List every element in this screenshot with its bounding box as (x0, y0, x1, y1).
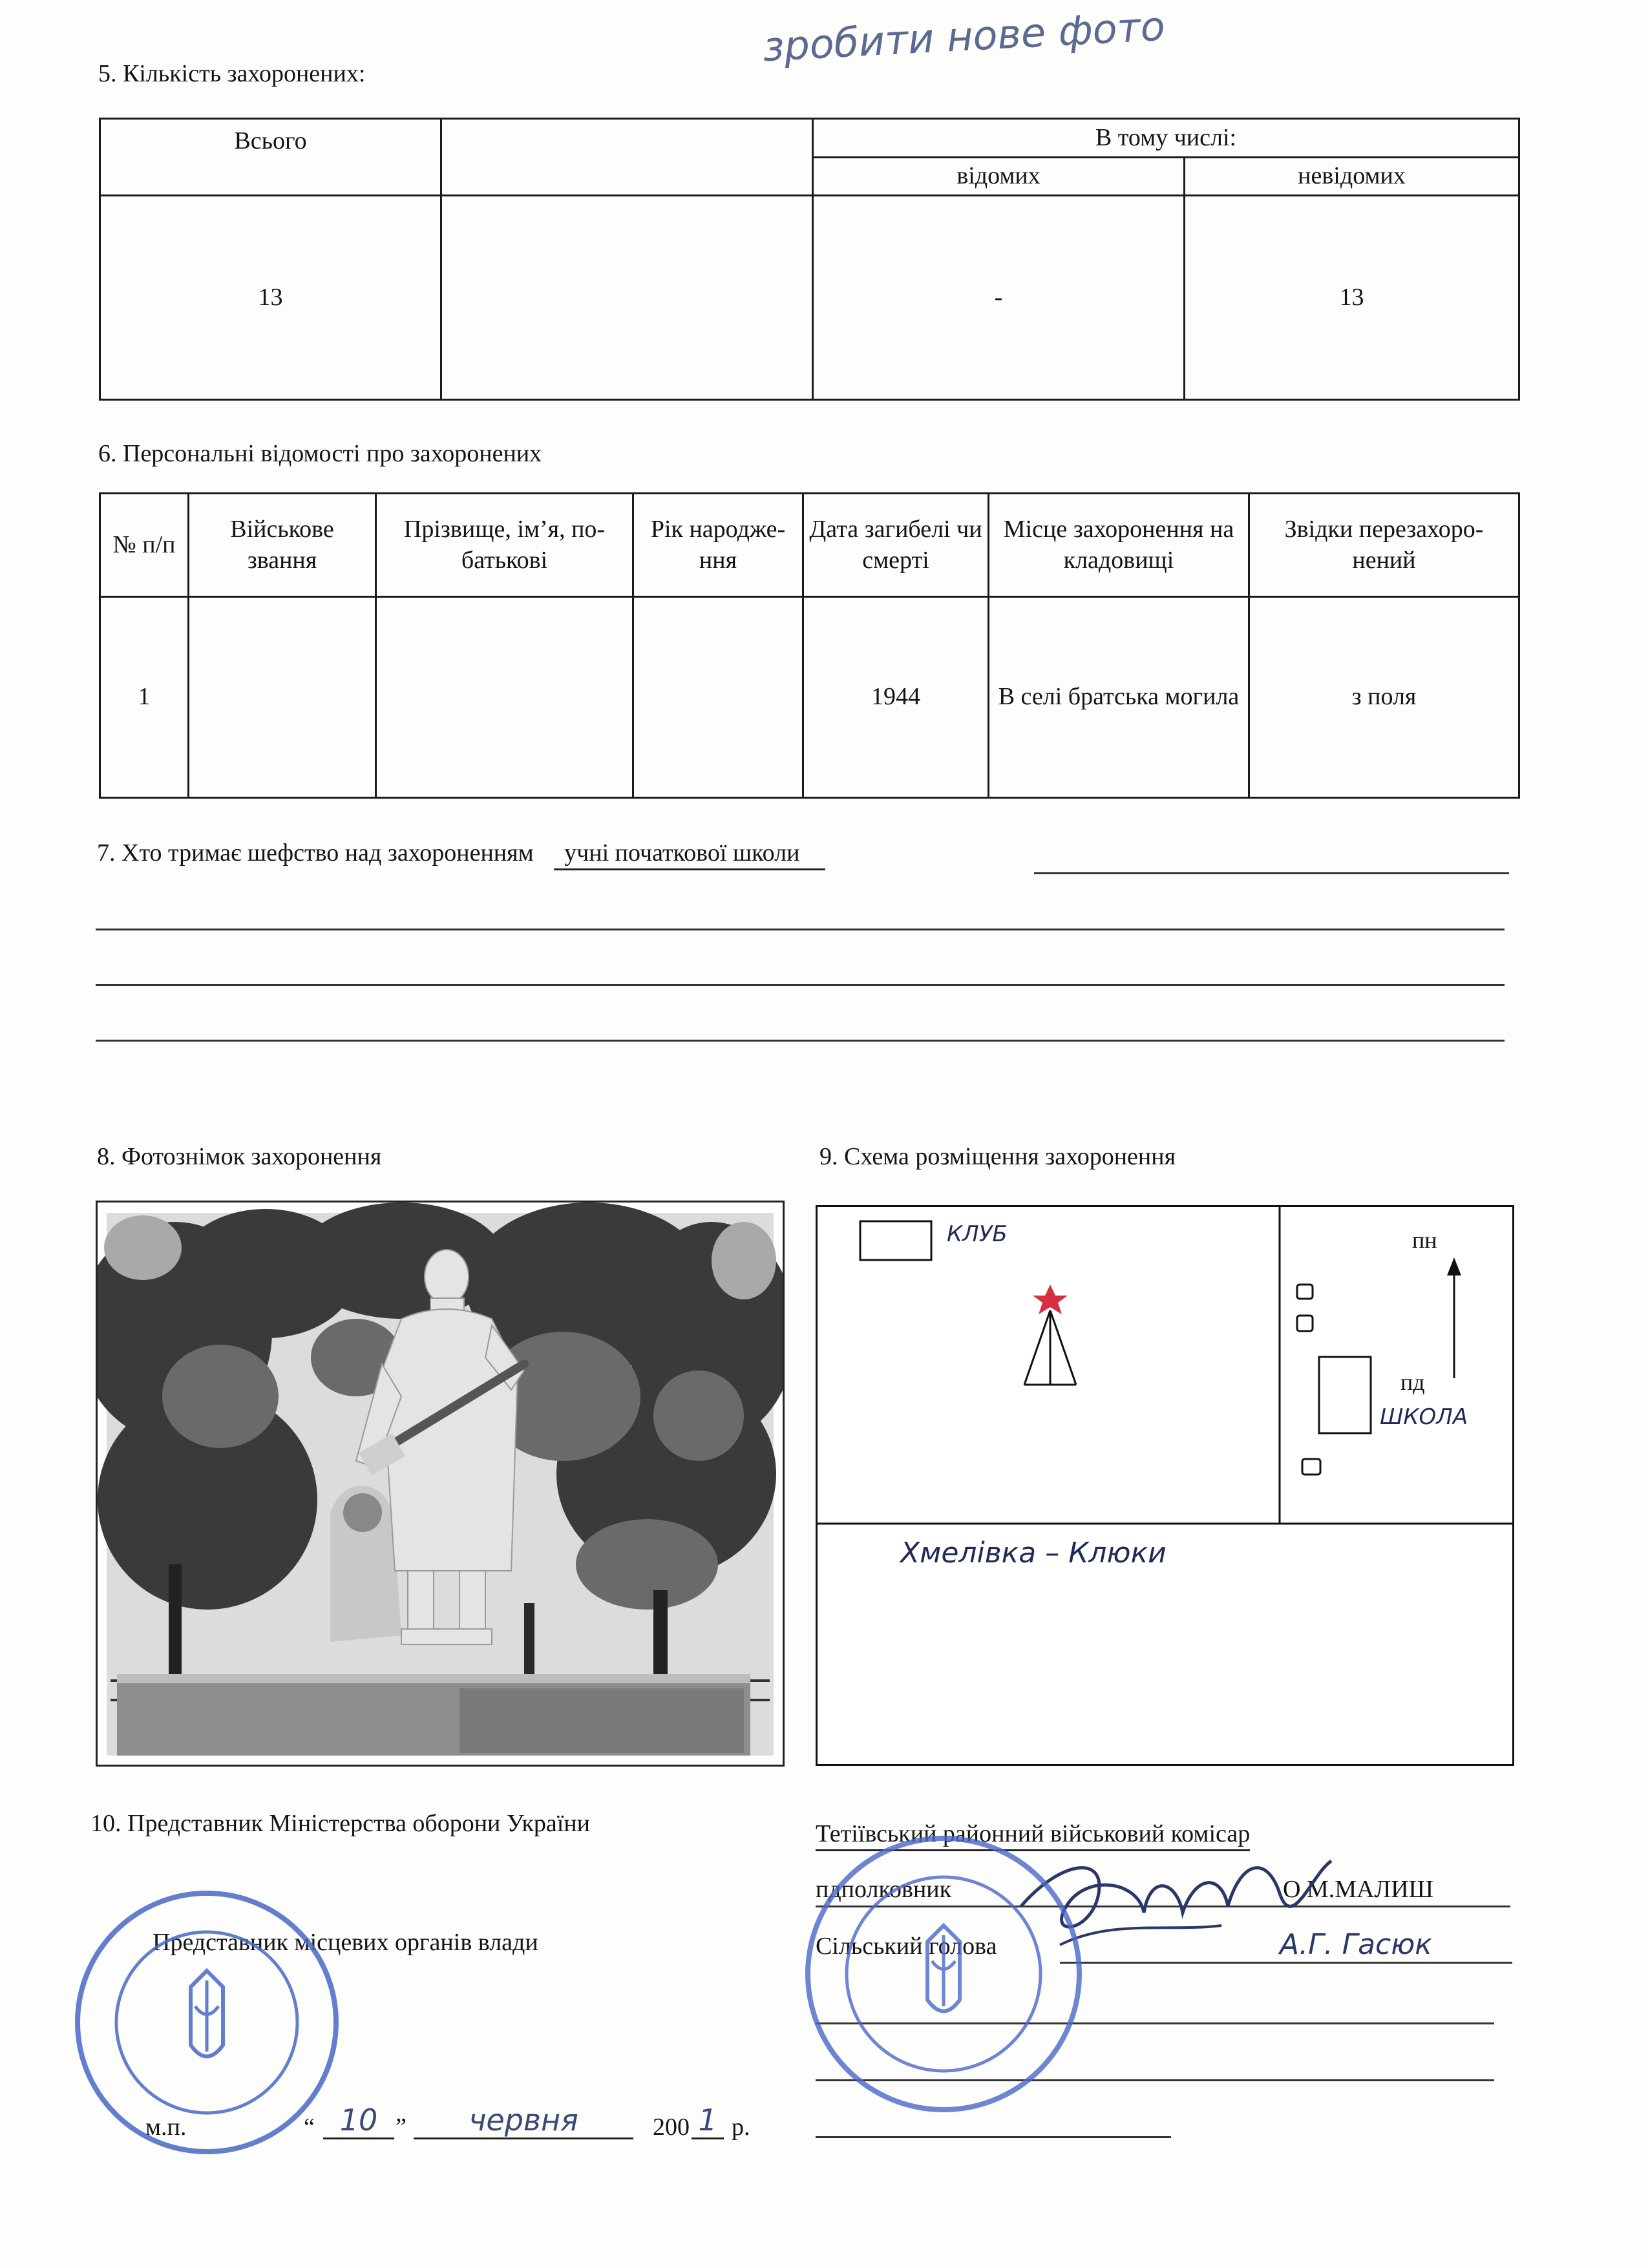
rank-label: пдполковник (816, 1876, 952, 1903)
personal-data-table (99, 492, 1520, 799)
value-unknown: 13 (1185, 195, 1519, 400)
date-close-quote: ” (396, 2114, 407, 2141)
date-month: червня (414, 2103, 633, 2139)
col-name: Прізвище, ім’я, по-батькові (376, 494, 633, 597)
club-building (860, 1221, 931, 1260)
col-rank: Військове звання (189, 494, 376, 597)
header-total: Всього (100, 119, 441, 196)
blank-line (816, 2136, 1171, 2138)
section6-title: 6. Персональні відомості про захоронених (98, 440, 542, 467)
north-arrow (1447, 1257, 1461, 1378)
value-known: - (813, 195, 1185, 400)
col-number: № п/п (100, 494, 189, 597)
blank-line (96, 1040, 1505, 1042)
road-label: Хмелівка – Клюки (900, 1537, 1167, 1570)
patron-value: учні початкової школи (554, 839, 825, 870)
header-unknown: невідомих (1185, 158, 1519, 196)
stamp-place-label: м.п. (145, 2114, 187, 2141)
scheme-diagram (818, 1207, 1512, 1764)
south-label: пд (1400, 1369, 1425, 1395)
table-row (100, 597, 1519, 798)
section8-title: 8. Фотознімок захоронення (97, 1143, 382, 1170)
village-council-stamp (58, 1874, 355, 2171)
memorial-photo-image (98, 1202, 783, 1765)
handwritten-note: зробити нове фото (761, 2, 1167, 71)
value-total: 13 (100, 195, 441, 400)
date-day: 10 (323, 2103, 394, 2139)
school-label: ШКОЛА (1380, 1404, 1468, 1430)
date-year-prefix: 200 (653, 2114, 690, 2141)
monument-symbol (1024, 1285, 1076, 1385)
section7-line (97, 839, 825, 870)
cell-number: 1 (100, 597, 189, 798)
cell-birth-year (633, 597, 803, 798)
head-name: А.Г. Гасюк (1280, 1928, 1432, 1961)
section9-title: 9. Схема розміщення захоронення (819, 1143, 1176, 1170)
blank-line (96, 929, 1505, 930)
memorial-photo (96, 1201, 785, 1767)
section10-title: 10. Представник Міністерства оборони України (90, 1810, 591, 1837)
blank-line (96, 984, 1505, 986)
head-label: Сільський голова (816, 1933, 997, 1960)
commissar-title: Тетіївський районний військовий комісар (816, 1820, 1250, 1851)
col-reburied-from: Звідки перезахоро-нений (1249, 494, 1519, 597)
col-birth-year: Рік народже-ння (633, 494, 803, 597)
section7-title: 7. Хто тримає шефство над захороненням (97, 839, 534, 866)
cell-death-date: 1944 (803, 597, 989, 798)
cell-name (376, 597, 633, 798)
section7-underline (1034, 872, 1509, 874)
col-death-date: Дата загибелі чи смерті (803, 494, 989, 597)
club-label: КЛУБ (947, 1221, 1008, 1247)
commissar-name: О.М.МАЛИШ (1283, 1876, 1434, 1903)
header-known: відомих (813, 158, 1185, 196)
cell-reburied-from: з поля (1249, 597, 1519, 798)
burials-count-table (99, 118, 1520, 401)
value-blank (441, 195, 813, 400)
local-authority-label: Представник місцевих органів влади (153, 1929, 538, 1956)
date-year-suffix: 1 (692, 2103, 724, 2139)
cell-rank (189, 597, 376, 798)
header-blank (441, 119, 813, 196)
col-burial-place: Місце захоронення на кладовищі (989, 494, 1249, 597)
date-open-quote: “ (304, 2114, 315, 2141)
burial-scheme-map (816, 1205, 1514, 1766)
north-label: пн (1412, 1227, 1437, 1253)
cell-burial-place: В селі братська могила (989, 597, 1249, 798)
section5-title: 5. Кількість захоронених: (98, 60, 366, 87)
school-building (1319, 1357, 1371, 1433)
military-commissariat-stamp (792, 1822, 1095, 2126)
header-including: В тому числі: (813, 119, 1519, 158)
date-year-end: р. (732, 2114, 750, 2141)
